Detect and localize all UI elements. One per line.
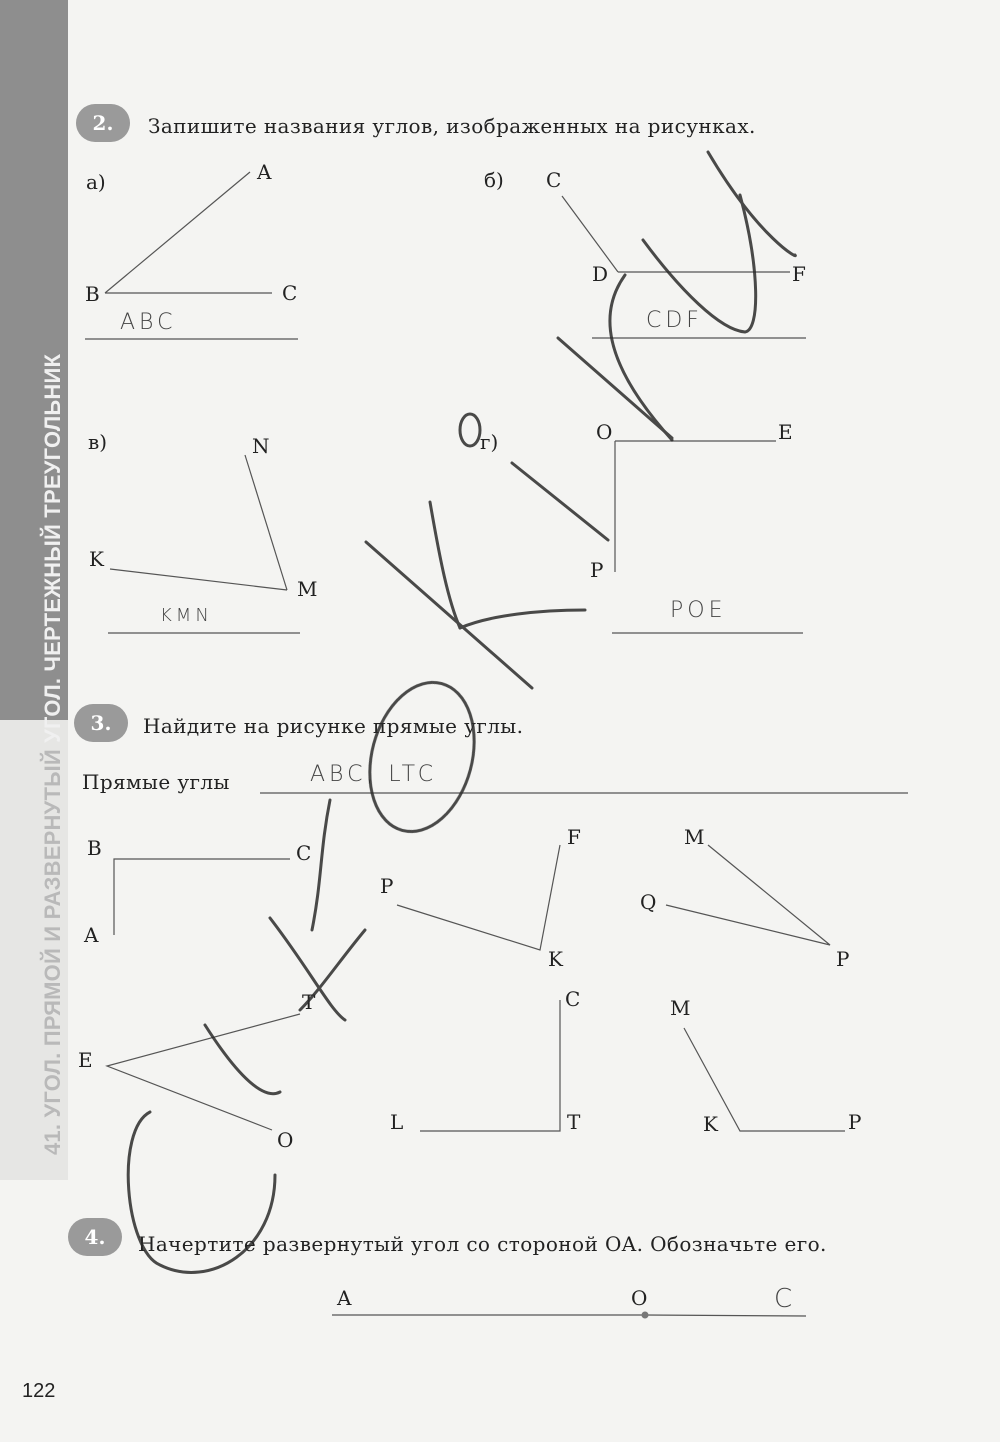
point-o-dot bbox=[642, 1312, 649, 1319]
f2-label-f: F bbox=[567, 825, 581, 849]
f2-label-p: P bbox=[380, 874, 394, 898]
f4-label-t: T bbox=[302, 990, 316, 1014]
point-e: E bbox=[778, 420, 793, 444]
f1-label-b: B bbox=[87, 836, 102, 860]
answer-2v: KMN bbox=[160, 605, 213, 626]
task4-text: Начертите развернутый угол со стороной OA. Обозначьте его. bbox=[138, 1232, 827, 1256]
ray-mn bbox=[245, 455, 287, 590]
angle-qpm bbox=[666, 845, 830, 945]
f6-label-m: M bbox=[670, 996, 691, 1020]
angle-teo bbox=[107, 1014, 300, 1130]
task2g-label: г) bbox=[480, 430, 499, 454]
f5-label-t: T bbox=[567, 1110, 581, 1134]
right-angles-answer: ABC, LTC bbox=[310, 762, 438, 787]
f2-label-k: K bbox=[548, 947, 563, 971]
task2a-label: а) bbox=[86, 170, 106, 194]
f1-label-a: A bbox=[84, 923, 99, 947]
task4-label-o: O bbox=[631, 1286, 648, 1310]
f4-label-o: O bbox=[277, 1128, 294, 1152]
angle-pkf bbox=[397, 845, 560, 950]
answer-2g: POE bbox=[670, 598, 727, 623]
point-a: A bbox=[257, 160, 272, 184]
point-k: K bbox=[89, 547, 104, 571]
point-b: B bbox=[85, 282, 100, 306]
point-c-2b: C bbox=[546, 168, 562, 192]
point-p: P bbox=[590, 558, 604, 582]
angle-mkp bbox=[684, 1028, 845, 1131]
point-n: N bbox=[252, 434, 270, 458]
task2b-label: б) bbox=[484, 168, 504, 192]
f1-label-c: C bbox=[296, 841, 312, 865]
f3-label-p: P bbox=[836, 947, 850, 971]
answer-2b: CDF bbox=[646, 308, 703, 333]
task2-text: Запишите названия углов, изображенных на рисунках. bbox=[148, 114, 756, 138]
chapter-title-highlight: УГОЛ. ЧЕРТЕЖНЫЙ ТРЕУГОЛЬНИК bbox=[40, 353, 65, 743]
task2-number: 2. bbox=[76, 104, 130, 142]
task4-number: 4. bbox=[68, 1218, 122, 1256]
task2v-label: в) bbox=[88, 430, 108, 454]
f6-label-k: K bbox=[703, 1112, 718, 1136]
task4-label-a: A bbox=[337, 1286, 352, 1310]
f4-label-e: E bbox=[78, 1048, 93, 1072]
answer-2a: ABC bbox=[120, 310, 177, 335]
ray-dc bbox=[562, 196, 618, 272]
f5-label-c: C bbox=[565, 987, 581, 1011]
point-o: O bbox=[596, 420, 613, 444]
task3-number: 3. bbox=[74, 704, 128, 742]
task4-answer-c: C bbox=[774, 1284, 797, 1314]
point-c: C bbox=[282, 281, 298, 305]
f6-label-p: P bbox=[848, 1110, 862, 1134]
point-d: D bbox=[592, 262, 609, 286]
pencil-scribble bbox=[128, 152, 795, 1272]
f3-label-m: M bbox=[684, 825, 705, 849]
ray-oc bbox=[645, 1315, 806, 1316]
ray-mk bbox=[110, 569, 287, 590]
point-m: M bbox=[297, 577, 318, 601]
f3-label-q: Q bbox=[640, 890, 657, 914]
task3-text: Найдите на рисунке прямые углы. bbox=[143, 714, 524, 738]
angle-abc bbox=[114, 859, 290, 935]
ray-ba bbox=[105, 172, 250, 293]
angle-ltc bbox=[420, 1000, 560, 1131]
right-angles-label: Прямые углы bbox=[82, 770, 230, 794]
f5-label-l: L bbox=[390, 1110, 404, 1134]
point-f: F bbox=[792, 262, 806, 286]
chapter-title-prefix: 41. УГОЛ. ПРЯМОЙ И РАЗВЕРНУТЫЙ bbox=[40, 742, 65, 1155]
page-number: 122 bbox=[22, 1380, 56, 1402]
